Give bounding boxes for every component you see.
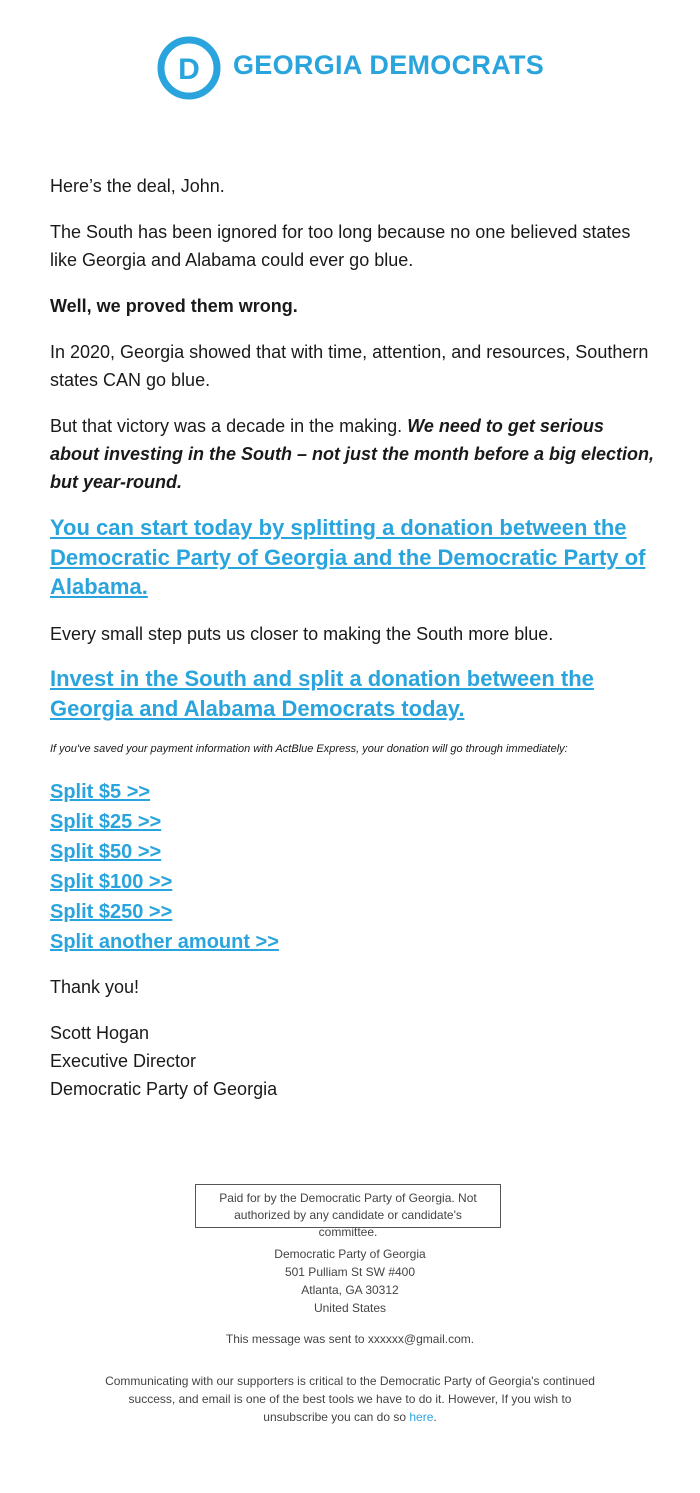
- unsubscribe-text: Communicating with our supporters is critical to the Democratic Party of Georgia's continued success, and email is one of the best tools we have to do it. However, If you wish to unsubscribe you can do so: [105, 1374, 595, 1424]
- split-donation-list: [50, 777, 655, 957]
- address-line: United States: [313, 1301, 387, 1315]
- unsubscribe-notice: [98, 1372, 602, 1426]
- email-header: [0, 0, 700, 130]
- split-other-amount-link[interactable]: Split another amount >>: [50, 931, 279, 953]
- invest-in-south-link[interactable]: Invest in the South and split a donation between the Georgia and Alabama Democrats today.: [50, 666, 594, 721]
- split-5-link[interactable]: Split $5 >>: [50, 781, 151, 803]
- unsubscribe-suffix: .: [433, 1410, 437, 1424]
- brand-name: GEORGIA DEMOCRATS: [233, 50, 545, 80]
- signature-org: Democratic Party of Georgia: [50, 1079, 278, 1099]
- paid-for-disclaimer: Paid for by the Democratic Party of Georgia. Not authorized by any candidate or candidate's committee.: [195, 1184, 501, 1228]
- address-line: Democratic Party of Georgia: [274, 1247, 426, 1261]
- split-250-link[interactable]: Split $250 >>: [50, 901, 173, 923]
- paragraph-victory-intro: But that victory was a decade in the making.: [50, 416, 408, 436]
- paragraph-small-step: Every small step puts us closer to making the South more blue.: [50, 624, 554, 644]
- split-100-link[interactable]: Split $100 >>: [50, 871, 173, 893]
- greeting: Here’s the deal, John.: [50, 176, 225, 196]
- signature-title: Executive Director: [50, 1051, 197, 1071]
- split-25-link[interactable]: Split $25 >>: [50, 811, 162, 833]
- sent-to-prefix: This message was sent to: [225, 1332, 368, 1346]
- split-50-link[interactable]: Split $50 >>: [50, 841, 162, 863]
- signature-name: Scott Hogan: [50, 1023, 150, 1043]
- paragraph-ignored: The South has been ignored for too long because no one believed states like Georgia and Alabama could ever go blue.: [50, 222, 631, 270]
- address-line: 501 Pulliam St SW #400: [284, 1265, 416, 1279]
- paragraph-victory: [50, 412, 655, 496]
- unsubscribe-link[interactable]: here: [409, 1410, 434, 1424]
- actblue-fine-print: If you've saved your payment information with ActBlue Express, your donation will go through immediately:: [50, 743, 568, 755]
- sent-to-notice: [0, 1331, 700, 1348]
- footer-address: [0, 1245, 700, 1317]
- split-donation-link[interactable]: You can start today by splitting a donation between the Democratic Party of Georgia and the Democratic Party of Alabama.: [50, 515, 646, 599]
- paragraph-victory-emphasis: We need to get serious about investing in the South – not just the month before a big election, but year-round.: [50, 416, 655, 492]
- address-line: Atlanta, GA 30312: [301, 1283, 399, 1297]
- sent-to-suffix: .: [470, 1332, 475, 1346]
- paragraph-2020: In 2020, Georgia showed that with time, attention, and resources, Southern states CAN go blue.: [50, 342, 649, 390]
- logo-letter: D: [178, 53, 200, 86]
- recipient-email: xxxxxx@gmail.com: [367, 1332, 471, 1346]
- democrats-logo-icon: [157, 36, 221, 100]
- paragraph-proved-wrong: Well, we proved them wrong.: [50, 296, 298, 316]
- thank-you: Thank you!: [50, 977, 140, 997]
- signature: [50, 1019, 277, 1103]
